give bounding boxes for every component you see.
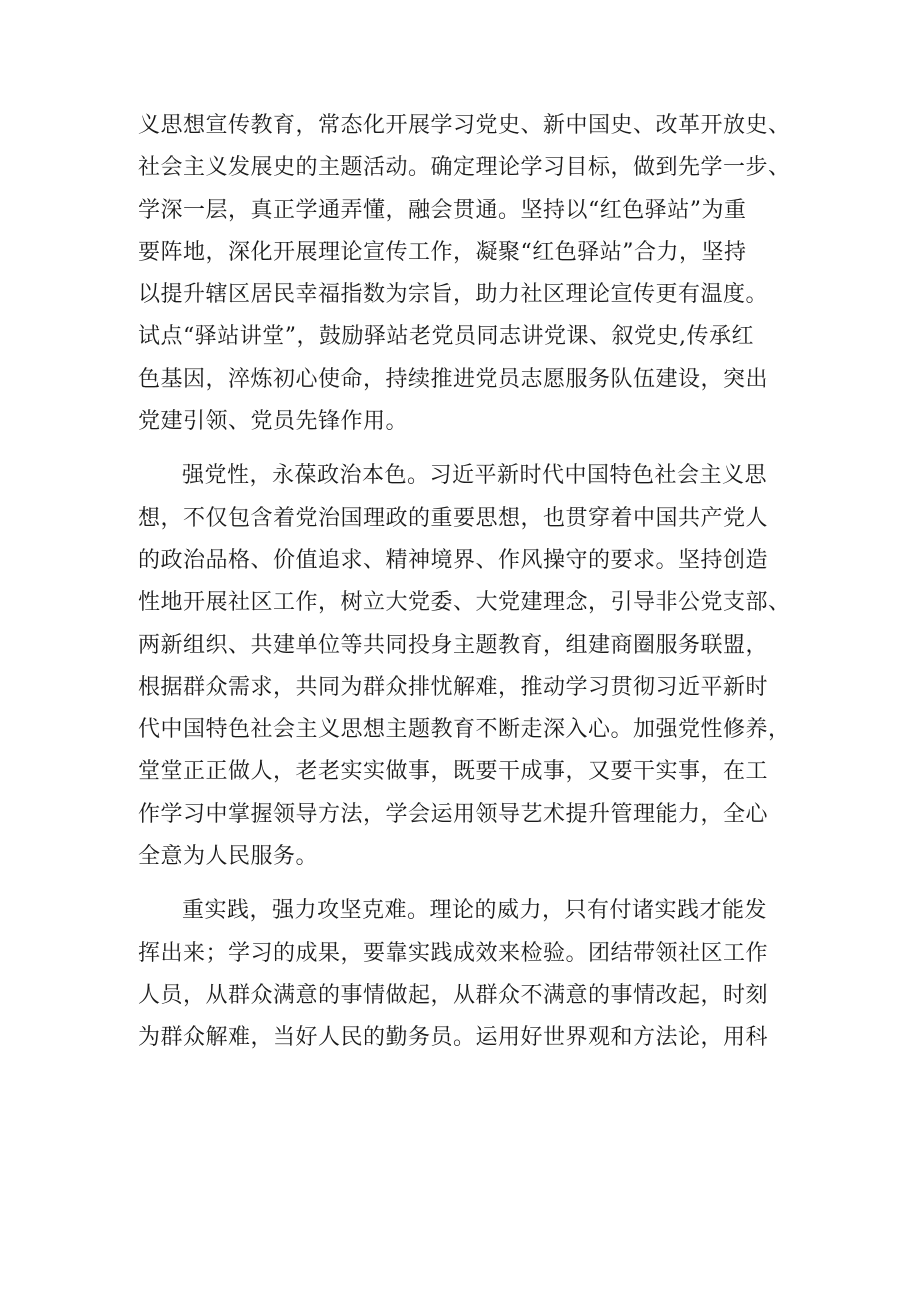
paragraph-line: 人员，从群众满意的事情做起，从群众不满意的事情改起，时刻 [138,982,769,1008]
paragraph-line: 两新组织、共建单位等共同投身主题教育，组建商圈服务联盟， [138,632,769,658]
paragraph-line: 重实践，强力攻坚克难。理论的威力，只有付诸实践才能发 [182,898,768,924]
paragraph-line: 挥出来；学习的成果，要靠实践成效来检验。团结带领社区工作 [138,940,769,966]
document-body [138,105,798,1060]
paragraph-line: 性地开展社区工作，树立大党委、大党建理念，引导非公党支部、 [138,590,791,616]
paragraph-spacer [138,443,798,455]
paragraph-line: 全意为人民服务。 [138,844,319,870]
paragraph-line: 党建引领、党员先锋作用。 [138,409,409,435]
paragraph-line: 的政治品格、价值追求、精神境界、作风操守的要求。坚持创造 [138,547,769,573]
paragraph-1 [138,105,798,443]
paragraph-line: 义思想宣传教育，常态化开展学习党史、新中国史、改革开放史、 [138,113,791,138]
paragraph-line: 根据群众需求，共同为群众排忧解难，推动学习贯彻习近平新时 [138,674,769,700]
paragraph-line: 作学习中掌握领导方法，学会运用领导艺术提升管理能力，全心 [138,801,769,827]
paragraph-line: 要阵地，深化开展理论宣传工作，凝聚“红色驿站”合力，坚持 [138,239,747,265]
paragraph-3 [138,890,798,1059]
paragraph-line: 强党性，永葆政治本色。习近平新时代中国特色社会主义思 [182,463,768,489]
paragraph-line: 堂堂正正做人，老老实实做事，既要干成事，又要干实事，在工 [138,759,769,785]
paragraph-2 [138,455,798,878]
paragraph-line: 以提升辖区居民幸福指数为宗旨，助力社区理论宣传更有温度。 [138,282,769,308]
paragraph-spacer [138,878,798,890]
paragraph-line: 代中国特色社会主义思想主题教育不断走深入心。加强党性修养， [138,717,791,743]
paragraph-line: 试点“驿站讲堂”，鼓励驿站老党员同志讲党课、叙党史,传承红 [138,324,754,350]
paragraph-line: 学深一层，真正学通弄懂，融会贯通。坚持以“红色驿站”为重 [138,197,747,223]
paragraph-line: 社会主义发展史的主题活动。确定理论学习目标，做到先学一步、 [138,155,791,181]
paragraph-line: 为群众解难，当好人民的勤务员。运用好世界观和方法论，用科 [138,1025,769,1051]
paragraph-line: 色基因，淬炼初心使命，持续推进党员志愿服务队伍建设，突出 [138,366,769,392]
paragraph-line: 想，不仅包含着党治国理政的重要思想，也贯穿着中国共产党人 [138,505,769,531]
